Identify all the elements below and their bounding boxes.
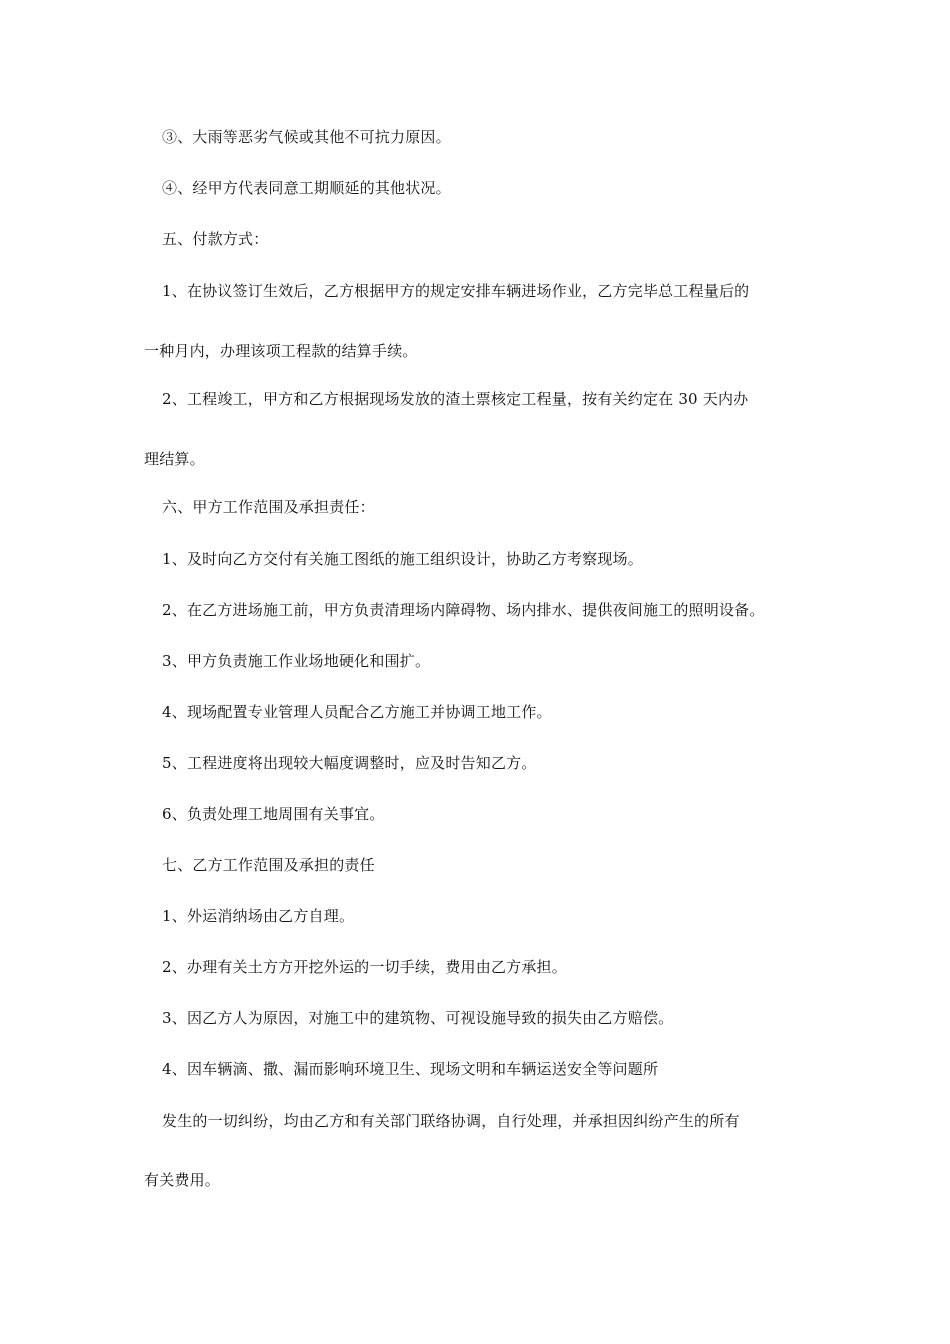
paragraph-delay-reason-4: ④、经甲方代表同意工期顺延的其他状况。 bbox=[162, 179, 451, 197]
paragraph-party-a-1: 1、及时向乙方交付有关施工图纸的施工组织设计，协助乙方考察现场。 bbox=[162, 550, 643, 568]
paragraph-party-b-1: 1、外运消纳场由乙方自理。 bbox=[162, 907, 355, 925]
paragraph-payment-2: 2、工程竣工，甲方和乙方根据现场发放的渣土票核定工程量，按有关约定在 30 天内办 bbox=[162, 390, 749, 408]
paragraph-party-a-2: 2、在乙方进场施工前，甲方负责清理场内障碍物、场内排水、提供夜间施工的照明设备。 bbox=[162, 601, 765, 619]
paragraph-party-b-3: 3、因乙方人为原因，对施工中的建筑物、可视设施导致的损失由乙方赔偿。 bbox=[162, 1009, 674, 1027]
paragraph-delay-reason-3: ③、大雨等恶劣气候或其他不可抗力原因。 bbox=[162, 128, 451, 146]
section-heading-payment: 五、付款方式： bbox=[162, 230, 269, 248]
section-heading-party-a: 六、甲方工作范围及承担责任： bbox=[162, 498, 375, 516]
paragraph-party-b-4: 4、因车辆滴、撒、漏而影响环境卫生、现场文明和车辆运送安全等问题所 bbox=[162, 1060, 659, 1078]
paragraph-party-a-4: 4、现场配置专业管理人员配合乙方施工并协调工地工作。 bbox=[162, 703, 552, 721]
paragraph-payment-1: 1、在协议签订生效后，乙方根据甲方的规定安排车辆进场作业，乙方完毕总工程量后的 bbox=[162, 282, 750, 300]
paragraph-party-b-2: 2、办理有关土方方开挖外运的一切手续，费用由乙方承担。 bbox=[162, 958, 567, 976]
paragraph-party-b-4-cont: 发生的一切纠纷，均由乙方和有关部门联络协调，自行处理，并承担因纠纷产生的所有 bbox=[162, 1112, 740, 1130]
paragraph-party-b-4-end: 有关费用。 bbox=[144, 1171, 221, 1189]
paragraph-party-a-3: 3、甲方负责施工作业场地硬化和围扩。 bbox=[162, 652, 431, 670]
paragraph-payment-1-cont: 一种月内，办理该项工程款的结算手续。 bbox=[144, 342, 418, 360]
paragraph-party-a-5: 5、工程进度将出现较大幅度调整时，应及时告知乙方。 bbox=[162, 754, 537, 772]
paragraph-party-a-6: 6、负责处理工地周围有关事宜。 bbox=[162, 805, 385, 823]
section-heading-party-b: 七、乙方工作范围及承担的责任 bbox=[162, 856, 375, 874]
paragraph-payment-2-cont: 理结算。 bbox=[144, 450, 205, 468]
